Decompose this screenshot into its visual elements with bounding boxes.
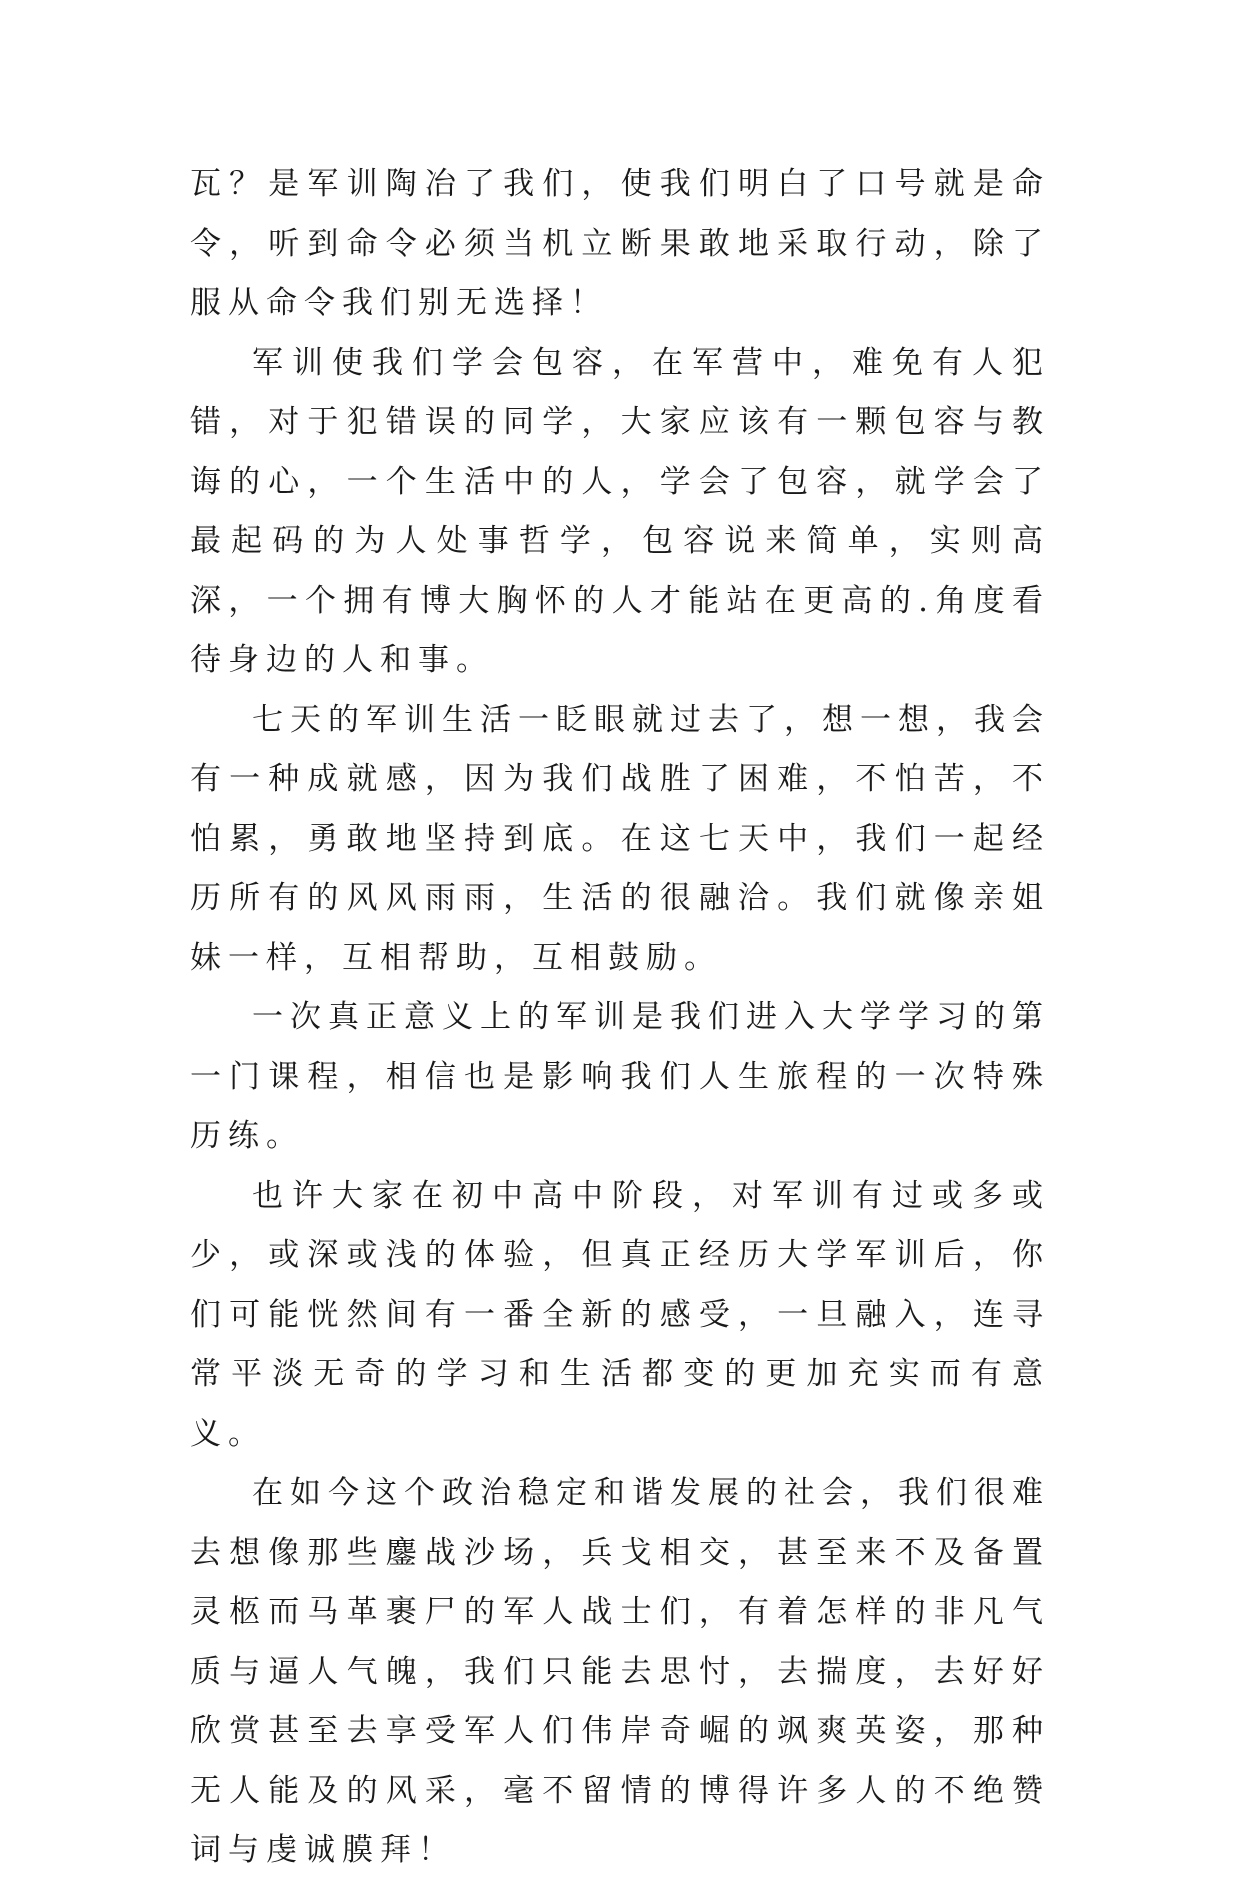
paragraph-2: 军训使我们学会包容，在军营中，难免有人犯错，对于犯错误的同学，大家应该有一颗包容与教诲的心，一个生活中的人，学会了包容，就学会了最起码的为人处事哲学，包容说来简单，实则高深，一个拥有博大胸怀的人才能站在更高的.角度看待身边的人和事。	[190, 344, 1050, 678]
paragraph-5: 也许大家在初中高中阶段，对军训有过或多或少，或深或浅的体验，但真正经历大学军训后，你们可能恍然间有一番全新的感受，一旦融入，连寻常平淡无奇的学习和生活都变的更加充实而有意义。	[190, 1177, 1050, 1452]
document-body	[190, 155, 1050, 1881]
paragraph-1: 瓦？是军训陶冶了我们，使我们明白了口号就是命令，听到命令必须当机立断果敢地采取行动，除了服从命令我们别无选择！	[190, 166, 1050, 321]
paragraph-3: 七天的军训生活一眨眼就过去了，想一想，我会有一种成就感，因为我们战胜了困难，不怕苦，不怕累，勇敢地坚持到底。在这七天中，我们一起经历所有的风风雨雨，生活的很融洽。我们就像亲姐妹一样，互相帮助，互相鼓励。	[190, 701, 1050, 976]
paragraph-6: 在如今这个政治稳定和谐发展的社会，我们很难去想像那些鏖战沙场，兵戈相交，甚至来不及备置灵柩而马革裹尸的军人战士们，有着怎样的非凡气质与逼人气魄，我们只能去思忖，去揣度，去好好欣赏甚至去享受军人们伟岸奇崛的飒爽英姿，那种无人能及的风采，毫不留情的博得许多人的不绝赞词与虔诚膜拜！	[190, 1475, 1050, 1868]
paragraph-4: 一次真正意义上的军训是我们进入大学学习的第一门课程，相信也是影响我们人生旅程的一次特殊历练。	[190, 999, 1050, 1154]
